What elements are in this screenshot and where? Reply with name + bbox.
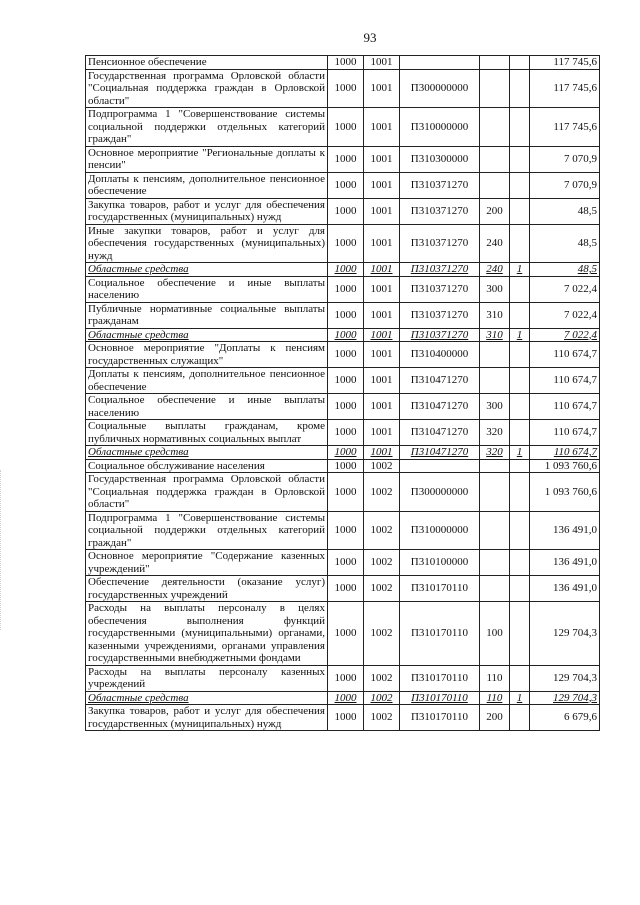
- section-code: 1000: [328, 224, 364, 263]
- row-name: Доплаты к пенсиям, дополнительное пенсионное обеспечение: [86, 172, 328, 198]
- section-code: 1000: [328, 602, 364, 666]
- target-article-code: П310371270: [400, 198, 480, 224]
- target-article-code: П310170110: [400, 576, 480, 602]
- funding-source-code: [510, 276, 530, 302]
- subsection-code: 1001: [364, 302, 400, 328]
- row-name: Публичные нормативные социальные выплаты гражданам: [86, 302, 328, 328]
- section-code: 1000: [328, 263, 364, 277]
- target-article-code: П310300000: [400, 146, 480, 172]
- expense-type-code: [480, 56, 510, 70]
- expense-type-code: 300: [480, 276, 510, 302]
- table-row: [86, 198, 600, 224]
- funding-source-code: 1: [510, 328, 530, 342]
- subsection-code: 1001: [364, 56, 400, 70]
- funding-source-code: [510, 459, 530, 473]
- table-row: [86, 576, 600, 602]
- row-name: Расходы на выплаты персоналу казенных учреждений: [86, 665, 328, 691]
- expense-type-code: 240: [480, 224, 510, 263]
- expense-type-code: [480, 368, 510, 394]
- table-row: [86, 459, 600, 473]
- funding-source-code: [510, 602, 530, 666]
- expense-type-code: 200: [480, 198, 510, 224]
- amount-value: 110 674,7: [530, 368, 600, 394]
- section-code: 1000: [328, 302, 364, 328]
- row-name: Областные средства: [86, 446, 328, 460]
- target-article-code: П310100000: [400, 550, 480, 576]
- section-code: 1000: [328, 108, 364, 147]
- section-code: 1000: [328, 276, 364, 302]
- subsection-code: 1002: [364, 550, 400, 576]
- subsection-code: 1001: [364, 342, 400, 368]
- amount-value: 117 745,6: [530, 69, 600, 108]
- section-code: 1000: [328, 665, 364, 691]
- target-article-code: П310400000: [400, 342, 480, 368]
- table-row: [86, 302, 600, 328]
- subsection-code: 1001: [364, 394, 400, 420]
- expense-type-code: 110: [480, 665, 510, 691]
- table-row: [86, 263, 600, 277]
- row-name: Обеспечение деятельности (оказание услуг) государственных учреждений: [86, 576, 328, 602]
- section-code: 1000: [328, 368, 364, 394]
- funding-source-code: [510, 108, 530, 147]
- subsection-code: 1001: [364, 224, 400, 263]
- target-article-code: П310170110: [400, 691, 480, 705]
- expense-type-code: [480, 172, 510, 198]
- section-code: 1000: [328, 705, 364, 731]
- section-code: 1000: [328, 342, 364, 368]
- target-article-code: П310371270: [400, 263, 480, 277]
- target-article-code: П310471270: [400, 394, 480, 420]
- funding-source-code: [510, 198, 530, 224]
- expense-type-code: [480, 146, 510, 172]
- amount-value: 110 674,7: [530, 446, 600, 460]
- target-article-code: П310471270: [400, 368, 480, 394]
- row-name: Основное мероприятие "Региональные доплаты к пенсии": [86, 146, 328, 172]
- section-code: 1000: [328, 328, 364, 342]
- table-row: [86, 705, 600, 731]
- amount-value: 7 070,9: [530, 146, 600, 172]
- row-name: Социальные выплаты гражданам, кроме публичных нормативных социальных выплат: [86, 420, 328, 446]
- table-row: [86, 108, 600, 147]
- amount-value: 7 022,4: [530, 328, 600, 342]
- amount-value: 6 679,6: [530, 705, 600, 731]
- expense-type-code: [480, 550, 510, 576]
- subsection-code: 1001: [364, 146, 400, 172]
- target-article-code: [400, 459, 480, 473]
- amount-value: 136 491,0: [530, 576, 600, 602]
- row-name: Социальное обслуживание населения: [86, 459, 328, 473]
- target-article-code: П310170110: [400, 705, 480, 731]
- amount-value: 1 093 760,6: [530, 473, 600, 512]
- amount-value: 117 745,6: [530, 56, 600, 70]
- target-article-code: П310170110: [400, 602, 480, 666]
- subsection-code: 1001: [364, 368, 400, 394]
- section-code: 1000: [328, 446, 364, 460]
- section-code: 1000: [328, 420, 364, 446]
- subsection-code: 1001: [364, 328, 400, 342]
- target-article-code: П310371270: [400, 172, 480, 198]
- section-code: 1000: [328, 691, 364, 705]
- row-name: Областные средства: [86, 263, 328, 277]
- subsection-code: 1002: [364, 665, 400, 691]
- amount-value: 110 674,7: [530, 342, 600, 368]
- expense-type-code: [480, 69, 510, 108]
- subsection-code: 1001: [364, 69, 400, 108]
- subsection-code: 1001: [364, 276, 400, 302]
- target-article-code: П310000000: [400, 108, 480, 147]
- row-name: Пенсионное обеспечение: [86, 56, 328, 70]
- table-row: [86, 342, 600, 368]
- target-article-code: П300000000: [400, 473, 480, 512]
- subsection-code: 1001: [364, 108, 400, 147]
- subsection-code: 1002: [364, 602, 400, 666]
- table-row: [86, 665, 600, 691]
- amount-value: 129 704,3: [530, 691, 600, 705]
- table-row: [86, 473, 600, 512]
- funding-source-code: [510, 342, 530, 368]
- section-code: 1000: [328, 511, 364, 550]
- row-name: Основное мероприятие "Доплаты к пенсиям государственных служащих": [86, 342, 328, 368]
- page-number: 93: [363, 30, 377, 45]
- section-code: 1000: [328, 576, 364, 602]
- expense-type-code: 110: [480, 691, 510, 705]
- section-code: 1000: [328, 56, 364, 70]
- section-code: 1000: [328, 172, 364, 198]
- amount-value: 1 093 760,6: [530, 459, 600, 473]
- funding-source-code: [510, 56, 530, 70]
- row-name: Социальное обеспечение и иные выплаты населению: [86, 276, 328, 302]
- section-code: 1000: [328, 394, 364, 420]
- subsection-code: 1002: [364, 691, 400, 705]
- row-name: Государственная программа Орловской области "Социальная поддержка граждан в Орловской области": [86, 69, 328, 108]
- target-article-code: П310371270: [400, 224, 480, 263]
- section-code: 1000: [328, 550, 364, 576]
- funding-source-code: [510, 69, 530, 108]
- amount-value: 48,5: [530, 263, 600, 277]
- section-code: 1000: [328, 459, 364, 473]
- row-name: Подпрограмма 1 "Совершенствование системы социальной поддержки отдельных категорий граждан": [86, 108, 328, 147]
- table-row: [86, 328, 600, 342]
- table-row: [86, 691, 600, 705]
- funding-source-code: [510, 511, 530, 550]
- funding-source-code: 1: [510, 446, 530, 460]
- funding-source-code: [510, 368, 530, 394]
- row-name: Иные закупки товаров, работ и услуг для обеспечения государственных (муниципальных) нужд: [86, 224, 328, 263]
- target-article-code: П310371270: [400, 302, 480, 328]
- table-row: [86, 511, 600, 550]
- table-row: [86, 420, 600, 446]
- amount-value: 136 491,0: [530, 550, 600, 576]
- amount-value: 7 022,4: [530, 302, 600, 328]
- expense-type-code: 320: [480, 420, 510, 446]
- section-code: 1000: [328, 69, 364, 108]
- table-row: [86, 602, 600, 666]
- subsection-code: 1001: [364, 446, 400, 460]
- expense-type-code: [480, 576, 510, 602]
- expense-type-code: [480, 459, 510, 473]
- amount-value: 129 704,3: [530, 665, 600, 691]
- expense-type-code: [480, 473, 510, 512]
- budget-table: [85, 55, 600, 731]
- funding-source-code: [510, 172, 530, 198]
- amount-value: 136 491,0: [530, 511, 600, 550]
- subsection-code: 1002: [364, 459, 400, 473]
- expense-type-code: 200: [480, 705, 510, 731]
- funding-source-code: [510, 146, 530, 172]
- funding-source-code: [510, 302, 530, 328]
- expense-type-code: 240: [480, 263, 510, 277]
- target-article-code: П310471270: [400, 420, 480, 446]
- row-name: Закупка товаров, работ и услуг для обеспечения государственных (муниципальных) нужд: [86, 198, 328, 224]
- binding-margin: [0, 470, 7, 630]
- subsection-code: 1002: [364, 473, 400, 512]
- table-row: [86, 69, 600, 108]
- funding-source-code: [510, 420, 530, 446]
- expense-type-code: 100: [480, 602, 510, 666]
- table-row: [86, 446, 600, 460]
- amount-value: 48,5: [530, 224, 600, 263]
- target-article-code: П310170110: [400, 665, 480, 691]
- funding-source-code: 1: [510, 691, 530, 705]
- table-row: [86, 224, 600, 263]
- row-name: Подпрограмма 1 "Совершенствование системы социальной поддержки отдельных категорий граждан": [86, 511, 328, 550]
- funding-source-code: [510, 576, 530, 602]
- subsection-code: 1001: [364, 263, 400, 277]
- amount-value: 117 745,6: [530, 108, 600, 147]
- row-name: Областные средства: [86, 328, 328, 342]
- funding-source-code: [510, 473, 530, 512]
- subsection-code: 1001: [364, 420, 400, 446]
- amount-value: 48,5: [530, 198, 600, 224]
- amount-value: 110 674,7: [530, 420, 600, 446]
- amount-value: 7 070,9: [530, 172, 600, 198]
- amount-value: 7 022,4: [530, 276, 600, 302]
- row-name: Областные средства: [86, 691, 328, 705]
- section-code: 1000: [328, 146, 364, 172]
- table-row: [86, 276, 600, 302]
- section-code: 1000: [328, 198, 364, 224]
- expense-type-code: 320: [480, 446, 510, 460]
- table-row: [86, 146, 600, 172]
- table-row: [86, 550, 600, 576]
- funding-source-code: 1: [510, 263, 530, 277]
- funding-source-code: [510, 224, 530, 263]
- section-code: 1000: [328, 473, 364, 512]
- funding-source-code: [510, 665, 530, 691]
- amount-value: 129 704,3: [530, 602, 600, 666]
- funding-source-code: [510, 705, 530, 731]
- table-body: [86, 56, 600, 731]
- target-article-code: [400, 56, 480, 70]
- expense-type-code: [480, 511, 510, 550]
- row-name: Основное мероприятие "Содержание казенных учреждений": [86, 550, 328, 576]
- subsection-code: 1002: [364, 705, 400, 731]
- expense-type-code: [480, 108, 510, 147]
- target-article-code: П310471270: [400, 446, 480, 460]
- funding-source-code: [510, 394, 530, 420]
- row-name: Государственная программа Орловской области "Социальная поддержка граждан в Орловской области": [86, 473, 328, 512]
- target-article-code: П310000000: [400, 511, 480, 550]
- subsection-code: 1001: [364, 198, 400, 224]
- row-name: Социальное обеспечение и иные выплаты населению: [86, 394, 328, 420]
- funding-source-code: [510, 550, 530, 576]
- subsection-code: 1002: [364, 576, 400, 602]
- target-article-code: П300000000: [400, 69, 480, 108]
- row-name: Расходы на выплаты персоналу в целях обеспечения выполнения функций государственными (муниципальными) органами, казенными учреждениями, органами управления государственными внебюджетными фондами: [86, 602, 328, 666]
- table-row: [86, 394, 600, 420]
- target-article-code: П310371270: [400, 276, 480, 302]
- target-article-code: П310371270: [400, 328, 480, 342]
- subsection-code: 1002: [364, 511, 400, 550]
- table-row: [86, 56, 600, 70]
- expense-type-code: 310: [480, 302, 510, 328]
- row-name: Закупка товаров, работ и услуг для обеспечения государственных (муниципальных) нужд: [86, 705, 328, 731]
- table-row: [86, 172, 600, 198]
- expense-type-code: [480, 342, 510, 368]
- row-name: Доплаты к пенсиям, дополнительное пенсионное обеспечение: [86, 368, 328, 394]
- expense-type-code: 310: [480, 328, 510, 342]
- expense-type-code: 300: [480, 394, 510, 420]
- amount-value: 110 674,7: [530, 394, 600, 420]
- table-row: [86, 368, 600, 394]
- subsection-code: 1001: [364, 172, 400, 198]
